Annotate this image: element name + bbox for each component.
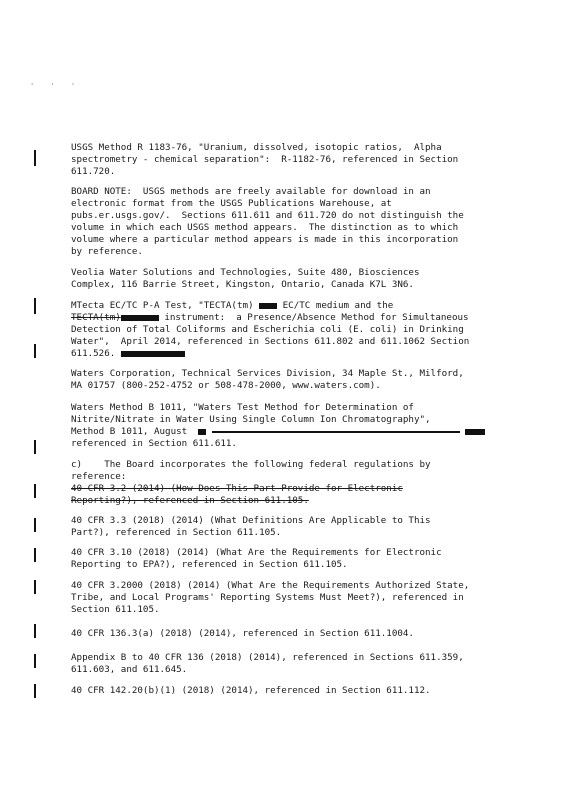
change-bar [34, 150, 36, 166]
change-bar [34, 548, 36, 562]
redaction-mark [121, 351, 185, 357]
waters-method-paragraph: Waters Method B 1011, "Waters Test Method for Determination of Nitrite/Nitrate in Water Using Single Column Ion Chromatography", Method B 1011, August referenced in Section 611.611. [71, 402, 511, 450]
change-bar [34, 654, 36, 668]
redaction-mark [121, 315, 159, 321]
change-bar [34, 624, 36, 638]
waters-corp-paragraph: Waters Corporation, Technical Services Division, 34 Maple St., Milford, MA 01757 (800-252-4752 or 508-478-2000, www.waters.com). [71, 368, 464, 391]
redaction-mark [198, 429, 206, 435]
change-bar [34, 518, 36, 532]
change-bar [34, 344, 36, 358]
redaction-mark [259, 303, 277, 309]
appendix-b-paragraph: Appendix B to 40 CFR 136 (2018) (2014), referenced in Sections 611.359, 611.603, and 611.645. [71, 652, 464, 675]
cfr-3-2000-paragraph: 40 CFR 3.2000 (2018) (2014) (What Are the Requirements Authorized State, Tribe, and Local Programs' Reporting Systems Must Meet?), referenced in Section 611.105. [71, 580, 470, 615]
scan-specks: ' ' ' [30, 82, 82, 90]
change-bar [34, 484, 36, 498]
cfr-3-3-paragraph: 40 CFR 3.3 (2018) (2014) (What Definitions Are Applicable to This Part?), referenced in Section 611.105. [71, 515, 431, 538]
usgs-method-paragraph: USGS Method R 1183-76, "Uranium, dissolved, isotopic ratios, Alpha spectrometry - chemical separation": R-1182-76, referenced in Section 611.720. [71, 142, 459, 177]
redaction-mark [465, 429, 485, 435]
cfr-142-20-paragraph: 40 CFR 142.20(b)(1) (2018) (2014), referenced in Section 611.112. [71, 685, 431, 696]
board-note-paragraph: BOARD NOTE: USGS methods are freely available for download in an electronic format from the USGS Publications Warehouse, at pubs.er.usgs.gov/. Sections 611.611 and 611.720 do not distinguish the volume in which each USGS method appears. The distinction as to which volume where a particular method appears is made in this incorporation by reference. [71, 186, 464, 257]
change-bar [34, 684, 36, 698]
cfr-3-10-paragraph: 40 CFR 3.10 (2018) (2014) (What Are the Requirements for Electronic Reporting to EPA?), referenced in Section 611.105. [71, 547, 442, 570]
cfr-136-3-paragraph: 40 CFR 136.3(a) (2018) (2014), referenced in Section 611.1004. [71, 628, 414, 639]
change-bar [34, 298, 36, 314]
veolia-paragraph: Veolia Water Solutions and Technologies, Suite 480, Biosciences Complex, 116 Barrie Street, Kingston, Ontario, Canada K7L 3N6. [71, 267, 420, 290]
federal-regulations-paragraph: c) The Board incorporates the following federal regulations by reference: 40 CFR 3.2 (2014) (How Does This Part Provide for Electronic Reporting?), referenced in Section 611.105. [71, 459, 431, 506]
change-bar [34, 440, 36, 454]
change-bar [34, 580, 36, 594]
tecta-paragraph: MTecta EC/TC P-A Test, "TECTA(tm) EC/TC medium and the TECTA(tm) instrument: a Presence/Absence Method for Simultaneous Detection of Total Coliforms and Escherichia coli (E. coli) in Drinking Water", April 2014, referenced in Sections 611.802 and 611.1062 Section 611.526. [71, 300, 470, 359]
redaction-mark [212, 431, 460, 433]
